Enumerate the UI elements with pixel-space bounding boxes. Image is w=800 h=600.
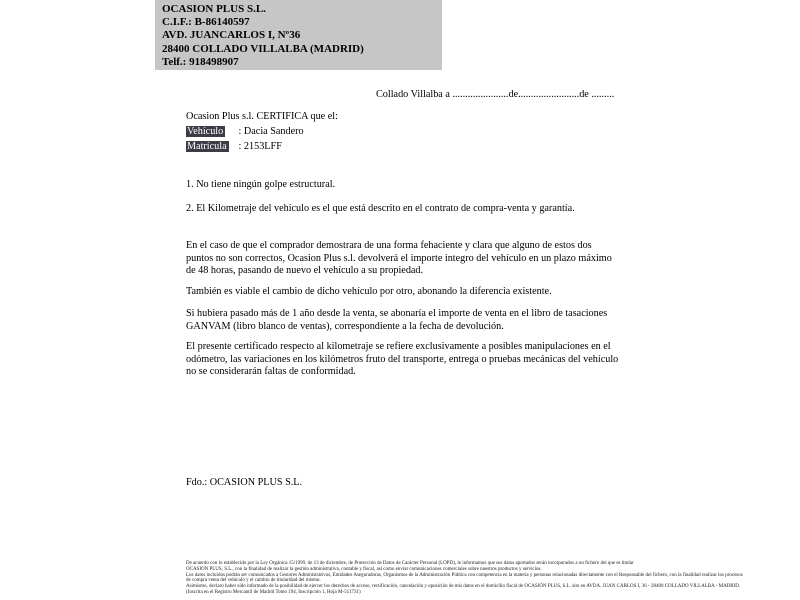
vehicle-value: : Dacia Sandero — [238, 126, 304, 137]
legal-paragraph-rights: Asimismo, declaro haber sido informado de la posibilidad de ejercer los derechos de acceso, rectificación, cancelación y oposición de mis datos en el domicilio fiscal de OCASIÓN PLUS, S.L. sito en AVDA. JUAN CARLOS I, 36 - 28400 COLLADO VILLALBA - MADRID. (Inscrita en el Registro Mercantil de Madrid Tomo 194, Inscripción 1, Hoja M-511731) — [186, 584, 741, 595]
vehicle-row — [186, 126, 304, 137]
vehicle-label: Vehículo — [187, 126, 224, 137]
legal-paragraph-lopd: De acuerdo con lo establecido por la Ley Orgánica 15/1999, de 13 de diciembre, de Protección de Datos de Carácter Personal (LOPD), le informamos que sus datos aportados serán incorporados a un fichero del que es titular — [186, 561, 634, 566]
paragraph-ganvam: Si hubiera pasado más de 1 año desde la venta, se abonaría el importe de venta en el libro de tasaciones GANVAM (libro blanco de ventas), correspondiente a la fecha de devolución. — [186, 308, 608, 332]
letterhead — [155, 0, 442, 70]
legal-fine-print — [186, 561, 746, 596]
plate-row — [186, 141, 282, 152]
company-name: OCASION PLUS S.L. — [162, 3, 266, 15]
plate-label-wrap — [186, 141, 236, 152]
paragraph-refund: En el caso de que el comprador demostrara de una forma fehaciente y clara que alguno de estos dos puntos no son correctos, Ocasion Plus s.l. devolverá el importe integro del vehículo en un plazo máximo de 48 horas, pasando de nuevo el vehículo a su propiedad. — [186, 240, 612, 277]
certifies-line: Ocasion Plus s.l. CERTIFICA que el: — [186, 111, 338, 122]
plate-value: : 2153LFF — [238, 141, 282, 152]
plate-label: Matrícula — [187, 141, 227, 152]
paragraph-exchange: También es viable el cambio de dicho vehículo por otro, abonando la diferencia existente. — [186, 286, 552, 297]
company-cif: C.I.F.: B-86140597 — [162, 16, 250, 29]
paragraph-odometer: El presente certificado respecto al kilometraje se refiere exclusivamente a posibles manipulaciones en el odómetro, las variaciones en los kilómetros fruto del transporte, entrega o pruebas mecánicas del vehículo no se considerarán faltas de conformidad. — [186, 341, 619, 378]
signature-line: Fdo.: OCASION PLUS S.L. — [186, 477, 303, 488]
point-2: 2. El Kilometraje del vehículo es el que está descrito en el contrato de compra-venta y garantía. — [186, 203, 575, 214]
vehicle-label-wrap — [186, 126, 236, 137]
company-address: AVD. JUANCARLOS I, Nº36 — [162, 29, 301, 42]
point-1: 1. No tiene ningún golpe estructural. — [186, 179, 336, 190]
company-city: 28400 COLLADO VILLALBA (MADRID) — [162, 42, 364, 55]
legal-paragraph-disclosure: Los datos incluidos podrán ser comunicados a Gestores Administrativos, Entidades Aseguradoras, Organismos de la Administración Pública con competencia en la materia y personas relacionadas directamente con el Responsable del fichero, con la finalidad realizar los procesos de compra venta del vehículo y el cambio de titularidad del mismo. — [186, 572, 743, 584]
legal-paragraph-purpose: OCASION PLUS, S.L., con la finalidad de realizar la gestión administrativa, contable y fiscal, así como enviar comunicaciones comerciales sobre nuestros productos y servicios. — [186, 566, 542, 572]
company-phone: Telf.: 918498907 — [162, 55, 239, 68]
dateline: Collado Villalba a ......................de........................de ......... — [376, 89, 615, 100]
